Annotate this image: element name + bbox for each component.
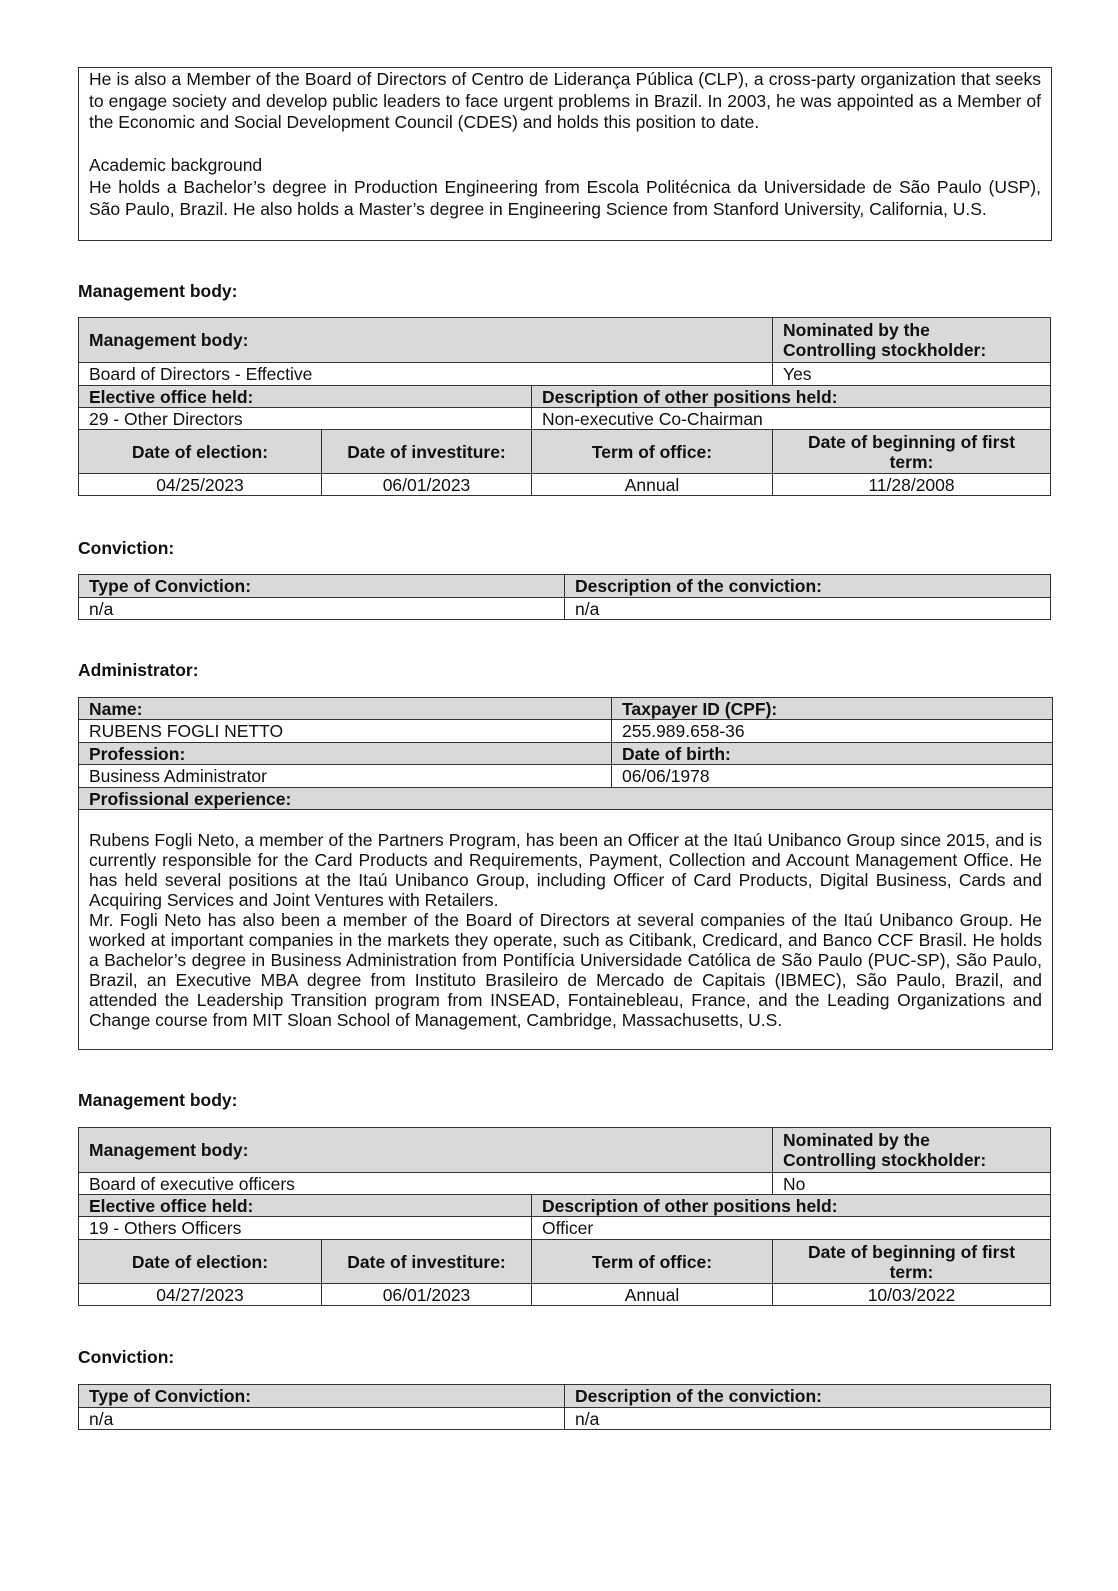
- management-body-value: Board of executive officers: [79, 1173, 773, 1195]
- academic-background-text: He holds a Bachelor’s degree in Production Engineering from Escola Politécnica da Universidade de São Paulo (USP), São Paulo, Brazil. He also holds a Master’s degree in Engineering Science from Stanford University, California, U.S.: [89, 176, 1041, 219]
- date-election-value: 04/27/2023: [79, 1284, 322, 1306]
- taxpayer-label: Taxpayer ID (CPF):: [612, 698, 1053, 720]
- date-election-value: 04/25/2023: [79, 474, 322, 496]
- management-body-label: Management body:: [79, 318, 773, 363]
- date-investiture-value: 06/01/2023: [322, 474, 532, 496]
- management-body-table: [78, 1127, 1051, 1306]
- conviction-type-value: n/a: [79, 1408, 565, 1430]
- date-investiture-value: 06/01/2023: [322, 1284, 532, 1306]
- nominated-value: Yes: [773, 363, 1051, 386]
- elective-office-value: 19 - Others Officers: [79, 1217, 532, 1240]
- administrator-heading: Administrator:: [78, 660, 199, 680]
- elective-office-label: Elective office held:: [79, 1195, 532, 1217]
- profession-value: Business Administrator: [79, 765, 612, 788]
- first-term-label: Date of beginning of first term:: [773, 1240, 1051, 1284]
- administrator-table: [78, 697, 1053, 1050]
- elective-office-value: 29 - Other Directors: [79, 408, 532, 430]
- elective-office-label: Elective office held:: [79, 386, 532, 408]
- conviction-table: [78, 574, 1051, 620]
- other-positions-value: Officer: [532, 1217, 1051, 1240]
- conviction-type-value: n/a: [79, 598, 565, 620]
- date-of-birth-label: Date of birth:: [612, 743, 1053, 765]
- management-body-heading: Management body:: [78, 1090, 238, 1110]
- taxpayer-value: 255.989.658-36: [612, 720, 1053, 743]
- management-body-table: [78, 317, 1051, 496]
- term-office-value: Annual: [532, 474, 773, 496]
- experience-paragraph-1: Rubens Fogli Neto, a member of the Partners Program, has been an Officer at the Itaú Unibanco Group since 2015, and is currently responsible for the Card Products and Requirements, Payment, Collection and Account Management Office. He has held several positions at the Itaú Unibanco Group, including Officer of Card Products, Digital Business, Cards and Acquiring Services and Joint Ventures with Retailers.: [89, 829, 1042, 910]
- date-of-birth-value: 06/06/1978: [612, 765, 1053, 788]
- name-label: Name:: [79, 698, 612, 720]
- profession-label: Profession:: [79, 743, 612, 765]
- conviction-type-label: Type of Conviction:: [79, 575, 565, 598]
- first-term-label: Date of beginning of first term:: [773, 430, 1051, 474]
- management-body-label: Management body:: [79, 1128, 773, 1173]
- date-investiture-label: Date of investiture:: [322, 1240, 532, 1284]
- management-body-value: Board of Directors - Effective: [79, 363, 773, 386]
- bio-paragraph: He is also a Member of the Board of Directors of Centro de Liderança Pública (CLP), a cross-party organization that seeks to engage society and develop public leaders to face urgent problems in Brazil. In 2003, he was appointed as a Member of the Economic and Social Development Council (CDES) and holds this position to date.: [89, 69, 1041, 133]
- conviction-heading: Conviction:: [78, 538, 175, 558]
- other-positions-label: Description of other positions held:: [532, 1195, 1051, 1217]
- experience-paragraph-2: Mr. Fogli Neto has also been a member of the Board of Directors at several companies of the Itaú Unibanco Group. He worked at important companies in the markets they operate, such as Citibank, Credicard, and Banco CCF Brasil. He holds a Bachelor’s degree in Business Administration from Pontifícia Universidade Católica de São Paulo (PUC-SP), São Paulo, Brazil, an Executive MBA degree from Instituto Brasileiro de Mercado de Capitais (IBMEC), São Paulo, Brazil, and attended the Leadership Transition program from INSEAD, Fontainebleau, France, and the Leading Organizations and Change course from MIT Sloan School of Management, Cambridge, Massachusetts, U.S.: [89, 909, 1042, 1030]
- conviction-type-label: Type of Conviction:: [79, 1385, 565, 1408]
- other-positions-label: Description of other positions held:: [532, 386, 1051, 408]
- conviction-table: [78, 1384, 1051, 1430]
- experience-label: Profissional experience:: [79, 788, 1053, 810]
- term-office-label: Term of office:: [532, 430, 773, 474]
- first-term-value: 10/03/2022: [773, 1284, 1051, 1306]
- conviction-description-value: n/a: [565, 598, 1051, 620]
- experience-text: [79, 810, 1053, 1050]
- conviction-description-value: n/a: [565, 1408, 1051, 1430]
- other-positions-value: Non-executive Co-Chairman: [532, 408, 1051, 430]
- conviction-heading: Conviction:: [78, 1347, 175, 1367]
- management-body-heading: Management body:: [78, 281, 238, 301]
- nominated-label: Nominated by the Controlling stockholder:: [773, 318, 1051, 363]
- term-office-label: Term of office:: [532, 1240, 773, 1284]
- date-investiture-label: Date of investiture:: [322, 430, 532, 474]
- term-office-value: Annual: [532, 1284, 773, 1306]
- name-value: RUBENS FOGLI NETTO: [79, 720, 612, 743]
- paragraph-spacer: [89, 134, 1041, 156]
- date-election-label: Date of election:: [79, 1240, 322, 1284]
- academic-background-title: Academic background: [89, 155, 263, 176]
- conviction-description-label: Description of the conviction:: [565, 575, 1051, 598]
- nominated-label: Nominated by the Controlling stockholder:: [773, 1128, 1051, 1173]
- bio-continuation-box: [78, 67, 1052, 241]
- first-term-value: 11/28/2008: [773, 474, 1051, 496]
- date-election-label: Date of election:: [79, 430, 322, 474]
- conviction-description-label: Description of the conviction:: [565, 1385, 1051, 1408]
- nominated-value: No: [773, 1173, 1051, 1195]
